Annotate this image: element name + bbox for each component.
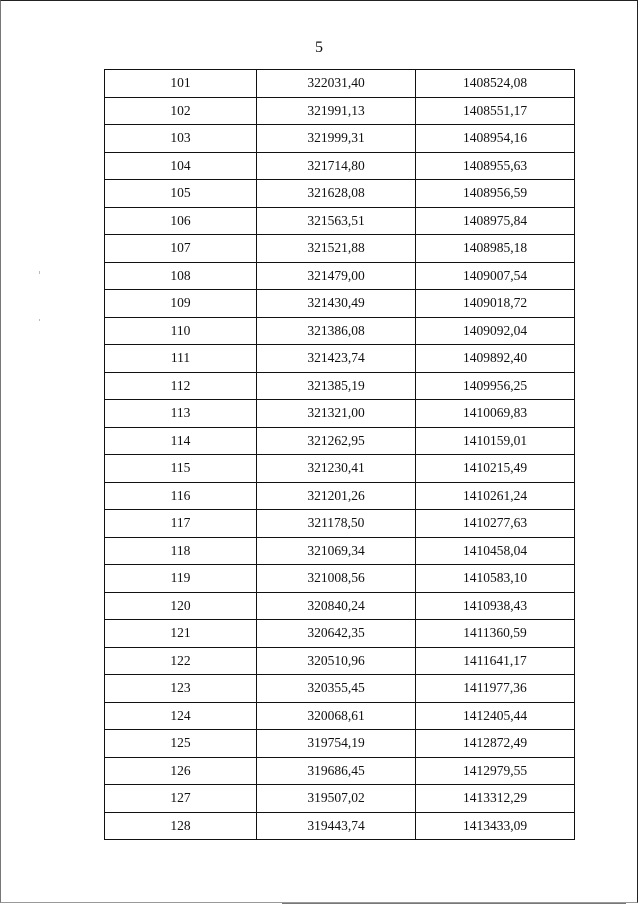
- y-coordinate-cell: 1410277,63: [416, 510, 575, 538]
- point-number-cell: 125: [105, 730, 257, 758]
- coordinates-table: [104, 69, 575, 840]
- point-number-cell: 102: [105, 97, 257, 125]
- x-coordinate-cell: 321628,08: [257, 180, 416, 208]
- x-coordinate-cell: 321069,34: [257, 537, 416, 565]
- point-number-cell: 124: [105, 702, 257, 730]
- scan-speck: [39, 319, 40, 321]
- point-number-cell: 107: [105, 235, 257, 263]
- point-number-cell: 118: [105, 537, 257, 565]
- table-row: [105, 785, 575, 813]
- point-number-cell: 110: [105, 317, 257, 345]
- x-coordinate-cell: 321714,80: [257, 152, 416, 180]
- x-coordinate-cell: 319443,74: [257, 812, 416, 840]
- scan-speck: [39, 271, 40, 274]
- x-coordinate-cell: 320840,24: [257, 592, 416, 620]
- y-coordinate-cell: 1410583,10: [416, 565, 575, 593]
- y-coordinate-cell: 1409007,54: [416, 262, 575, 290]
- point-number-cell: 103: [105, 125, 257, 153]
- y-coordinate-cell: 1408955,63: [416, 152, 575, 180]
- table-row: [105, 730, 575, 758]
- point-number-cell: 119: [105, 565, 257, 593]
- y-coordinate-cell: 1410458,04: [416, 537, 575, 565]
- bottom-rule: [282, 903, 626, 904]
- point-number-cell: 123: [105, 675, 257, 703]
- y-coordinate-cell: 1412872,49: [416, 730, 575, 758]
- point-number-cell: 121: [105, 620, 257, 648]
- y-coordinate-cell: 1410938,43: [416, 592, 575, 620]
- table-row: [105, 757, 575, 785]
- point-number-cell: 101: [105, 70, 257, 98]
- x-coordinate-cell: 321423,74: [257, 345, 416, 373]
- table-row: [105, 565, 575, 593]
- table-row: [105, 482, 575, 510]
- x-coordinate-cell: 321178,50: [257, 510, 416, 538]
- table-row: [105, 455, 575, 483]
- point-number-cell: 113: [105, 400, 257, 428]
- y-coordinate-cell: 1409092,04: [416, 317, 575, 345]
- table-row: [105, 235, 575, 263]
- table-row: [105, 400, 575, 428]
- x-coordinate-cell: 321521,88: [257, 235, 416, 263]
- x-coordinate-cell: 321008,56: [257, 565, 416, 593]
- table-row: [105, 620, 575, 648]
- table-row: [105, 510, 575, 538]
- table-row: [105, 97, 575, 125]
- x-coordinate-cell: 321479,00: [257, 262, 416, 290]
- table-row: [105, 125, 575, 153]
- x-coordinate-cell: 321563,51: [257, 207, 416, 235]
- y-coordinate-cell: 1408954,16: [416, 125, 575, 153]
- x-coordinate-cell: 320355,45: [257, 675, 416, 703]
- x-coordinate-cell: 321991,13: [257, 97, 416, 125]
- point-number-cell: 105: [105, 180, 257, 208]
- y-coordinate-cell: 1408985,18: [416, 235, 575, 263]
- x-coordinate-cell: 320510,96: [257, 647, 416, 675]
- table-row: [105, 647, 575, 675]
- y-coordinate-cell: 1412405,44: [416, 702, 575, 730]
- table-row: [105, 290, 575, 318]
- point-number-cell: 112: [105, 372, 257, 400]
- x-coordinate-cell: 322031,40: [257, 70, 416, 98]
- table-row: [105, 372, 575, 400]
- point-number-cell: 111: [105, 345, 257, 373]
- table-row: [105, 70, 575, 98]
- point-number-cell: 122: [105, 647, 257, 675]
- y-coordinate-cell: 1409018,72: [416, 290, 575, 318]
- y-coordinate-cell: 1408551,17: [416, 97, 575, 125]
- y-coordinate-cell: 1411641,17: [416, 647, 575, 675]
- point-number-cell: 116: [105, 482, 257, 510]
- table-row: [105, 152, 575, 180]
- table-row: [105, 702, 575, 730]
- table-row: [105, 345, 575, 373]
- x-coordinate-cell: 320068,61: [257, 702, 416, 730]
- point-number-cell: 104: [105, 152, 257, 180]
- x-coordinate-cell: 321201,26: [257, 482, 416, 510]
- y-coordinate-cell: 1410159,01: [416, 427, 575, 455]
- table-row: [105, 317, 575, 345]
- page-number: 5: [315, 39, 323, 56]
- x-coordinate-cell: 321430,49: [257, 290, 416, 318]
- y-coordinate-cell: 1410261,24: [416, 482, 575, 510]
- point-number-cell: 114: [105, 427, 257, 455]
- table-row: [105, 812, 575, 840]
- x-coordinate-cell: 321230,41: [257, 455, 416, 483]
- y-coordinate-cell: 1413312,29: [416, 785, 575, 813]
- table-row: [105, 207, 575, 235]
- x-coordinate-cell: 319754,19: [257, 730, 416, 758]
- y-coordinate-cell: 1411977,36: [416, 675, 575, 703]
- table-row: [105, 537, 575, 565]
- table-row: [105, 675, 575, 703]
- coordinates-table-body: [105, 70, 575, 840]
- x-coordinate-cell: 319686,45: [257, 757, 416, 785]
- point-number-cell: 120: [105, 592, 257, 620]
- point-number-cell: 115: [105, 455, 257, 483]
- y-coordinate-cell: 1408524,08: [416, 70, 575, 98]
- y-coordinate-cell: 1409892,40: [416, 345, 575, 373]
- y-coordinate-cell: 1408975,84: [416, 207, 575, 235]
- y-coordinate-cell: 1413433,09: [416, 812, 575, 840]
- table-row: [105, 180, 575, 208]
- table-row: [105, 262, 575, 290]
- table-row: [105, 592, 575, 620]
- point-number-cell: 117: [105, 510, 257, 538]
- y-coordinate-cell: 1412979,55: [416, 757, 575, 785]
- x-coordinate-cell: 321321,00: [257, 400, 416, 428]
- point-number-cell: 127: [105, 785, 257, 813]
- y-coordinate-cell: 1410215,49: [416, 455, 575, 483]
- point-number-cell: 126: [105, 757, 257, 785]
- table-row: [105, 427, 575, 455]
- x-coordinate-cell: 321386,08: [257, 317, 416, 345]
- point-number-cell: 128: [105, 812, 257, 840]
- y-coordinate-cell: 1410069,83: [416, 400, 575, 428]
- point-number-cell: 108: [105, 262, 257, 290]
- y-coordinate-cell: 1409956,25: [416, 372, 575, 400]
- point-number-cell: 109: [105, 290, 257, 318]
- y-coordinate-cell: 1408956,59: [416, 180, 575, 208]
- x-coordinate-cell: 319507,02: [257, 785, 416, 813]
- x-coordinate-cell: 321999,31: [257, 125, 416, 153]
- x-coordinate-cell: 320642,35: [257, 620, 416, 648]
- y-coordinate-cell: 1411360,59: [416, 620, 575, 648]
- x-coordinate-cell: 321385,19: [257, 372, 416, 400]
- point-number-cell: 106: [105, 207, 257, 235]
- x-coordinate-cell: 321262,95: [257, 427, 416, 455]
